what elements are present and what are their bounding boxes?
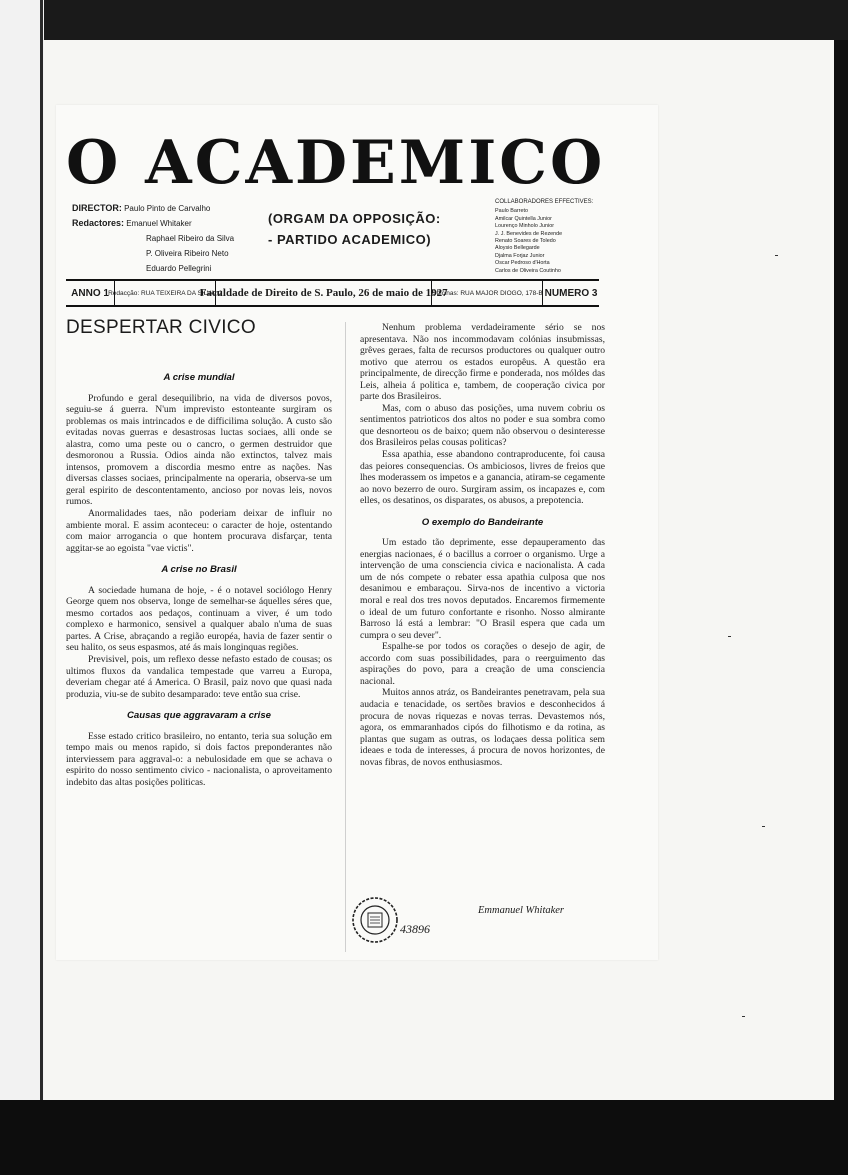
organ-statement: [268, 208, 468, 250]
collaborator-name: Renato Soares de Toledo: [495, 238, 556, 245]
section-heading: Causas que aggravaram a crise: [127, 710, 271, 722]
director-label: DIRECTOR:: [72, 203, 122, 213]
column-divider: [345, 322, 346, 952]
collaborator-name: Carlos de Oliveira Coutinho: [495, 267, 561, 274]
paragraph: Profundo e geral desequilibrio, na vida de diversos povos, seguiu-se á guerra. N'um imprevisto estonteante surgiram os problemas os mais intrincados e de difficilima solução. A custo são evitadas novas guerras e desastrosas luctas sociaes, alli onde se alastra, como uma peste ou o cancro, o germen destruidor que desmoronou a Russia. Odios ainda não extinctos, talvez mais intensos, promovem a discordia mesmo entre as nações. Nas diversas classes sociaes, principalmente na operaria, observa-se um geral espirito de descontentamento, ancioso por novas leis, novos rumos.: [66, 392, 332, 508]
author-signature: Emmanuel Whitaker: [478, 905, 565, 916]
redaction-address: Redacção: RUA TEIXEIRA DA SILVA, 2: [115, 281, 216, 305]
newspaper-title: O ACADEMICO: [66, 128, 606, 198]
paragraph: Mas, com o abuso das posições, uma nuvem cobriu os sentimentos patrioticos dos altos no poder e sua sombra como que desnorteou os de baixo; quem não observou o desinteresse dos Brasileiros pelas cousas politicas?: [360, 402, 605, 449]
paragraph: Muitos annos atráz, os Bandeirantes penetravam, pela sua audacia e tenacidade, os sertões bravios e desconhecidos á procura de novas riquezas e novas terras. Devastemos nós, agora, os emmaranhados cipós do filhotismo e da rotina, as plantas que sugam as outras, os lodaçaes dessa politica sem ideaes e toda de interesses, á procura de novos horizontes, de novas fibras, de novos enthusiasmos.: [360, 687, 605, 768]
paragraph: A sociedade humana de hoje, - é o notavel sociólogo Henry George quem nos observa, longe de semelhar-se áquelles séres que, mesmo cortados aos pedaços, continuam a viver, é um todo complexo e harmonico, sensivel a qualquer abalo n'uma de suas partes. A Crise, abraçando a região européa, havia de fazer sentir o seu halito, os seus espasmos, até ás mais longinquas regiões.: [66, 584, 332, 654]
scan-speck: [762, 826, 765, 827]
issue-number: NUMERO 3: [544, 287, 598, 299]
collaborator-name: Amilcar Quintella Junior: [495, 215, 552, 222]
issue-year: ANNO 1: [66, 281, 115, 305]
collaborator-name: Oscar Pedroso d'Horta: [495, 260, 550, 267]
organ-line: - PARTIDO ACADEMICO): [268, 232, 432, 247]
scan-speck: [728, 636, 731, 637]
paragraph: Nenhum problema verdadeiramente sério se nos apresentava. Não nos incommodavam colónias insubmissas, grêves geraes, falta de recursos productores ou qualquer outro motivo que aterrou os estados europêus. A questão era principalmente, de direcção firme e ponderada, nos móldes das Leis, alheia á politica e, tambem, de cooperação civica por parte dos Brasileiros.: [360, 322, 605, 403]
issue-info-bar: [66, 279, 599, 307]
section-heading: O exemplo do Bandeirante: [421, 516, 544, 528]
article-title: DESPERTAR CIVICO: [66, 317, 256, 338]
section-heading: A crise mundial: [163, 372, 235, 383]
paragraph: Anormalidades taes, não poderiam deixar de influir no ambiente moral. E assim aconteceu: o caracter de hoje, ostentando com maior arrogancia o que hontem procurava disfarçar, tenta aggitar-se ao egoista "vae victis".: [66, 508, 332, 554]
collaborator-name: Paulo Barreto: [495, 208, 528, 215]
editor-name: Eduardo Pellegrini: [146, 264, 212, 273]
paragraph: Espalhe-se por todos os corações o desejo de agir, de accordo com suas possibilidades, para o reerguimento das aspirações do povo, para a creação de uma consciencia nacional.: [360, 641, 605, 687]
article-column-right: [360, 322, 605, 768]
staff-block: [72, 203, 234, 274]
collaborators-block: [495, 199, 605, 275]
editor-name: P. Oliveira Ribeiro Neto: [146, 249, 229, 258]
scan-right-edge: [834, 40, 848, 1112]
editors-label: Redactores:: [72, 218, 125, 228]
stamp-number: 43896: [400, 922, 430, 936]
organ-line: (ORGAM DA OPPOSIÇÃO:: [268, 211, 441, 226]
editor-name: Emanuel Whitaker: [126, 219, 192, 228]
editor-name: Raphael Ribeiro da Silva: [146, 234, 235, 243]
scan-bottom-edge: [0, 1100, 848, 1175]
collaborator-name: Aloysio Bellegarde: [495, 245, 540, 252]
paragraph: Um estado tão deprimente, esse depauperamento das energias nacionaes, é o bacillus a corroer o organismo. Urge a intervenção de uma consciencia civica e nacionalista. A cada um de nós compete o rebater essa apathia culposa que nos desanimou e embaraçou. Sirva-nos de incentivo a victoria moral e real dos tres novos deputados. Encaremos firmemente o ideal de um futuro confortante e risonho. Nosso almirante Barroso lá está a lembrar: "O Brasil espera que cada um cumpra o seu dever".: [360, 537, 605, 641]
paragraph: Esse estado critico brasileiro, no entanto, teria sua solução em tempo mais ou menos rapido, si dois factos preponderantes não interviessem para aggraval-o: a nebulosidade em que se achava o espirito do nosso sentimento civico - nacionalista, o aproveitamento indebito das altas posições politicas.: [66, 730, 332, 788]
director-name: Paulo Pinto de Carvalho: [124, 204, 211, 213]
offices-address: Officinas: RUA MAJOR DIOGO, 178-B: [432, 281, 543, 305]
scan-speck: [775, 255, 778, 256]
article-column-left: [66, 362, 332, 789]
collaborator-name: J. J. Benevides de Rezende: [495, 230, 563, 237]
library-stamp: [350, 895, 400, 945]
section-heading: A crise no Brasil: [161, 564, 237, 576]
paragraph: Previsivel, pois, um reflexo desse nefasto estado de cousas; os ultimos fluxos da vandalica tempestade que varreu a Europa, deveriam chegar até á America. O Brasil, paiz novo que quasi nada produzia, viu-se de subito desamparado: teve então sua crise.: [66, 654, 332, 700]
paragraph: Essa apathia, esse abandono contraproducente, foi causa das peiores consequencias. Os ambiciosos, livres de freios que lhes moderassem os impetos e a ganancia, atiram-se cegamente ao novo bezerro de ouro. Surgiram assim, os incapazes e, com elles, os desatinos, os disparates, os abusos, a prepotencia.: [360, 449, 605, 507]
collaborator-name: Lourenço Minholo Junior: [495, 223, 555, 230]
scan-speck: [742, 1016, 745, 1017]
scan-left-edge: [0, 0, 44, 1175]
collaborator-name: Djalma Forjaz Junior: [495, 252, 545, 259]
collaborators-title: COLLABORADORES EFFECTIVES:: [495, 199, 594, 205]
place-and-date: Faculdade de Direito de S. Paulo, 26 de maio de 1927: [216, 281, 432, 305]
